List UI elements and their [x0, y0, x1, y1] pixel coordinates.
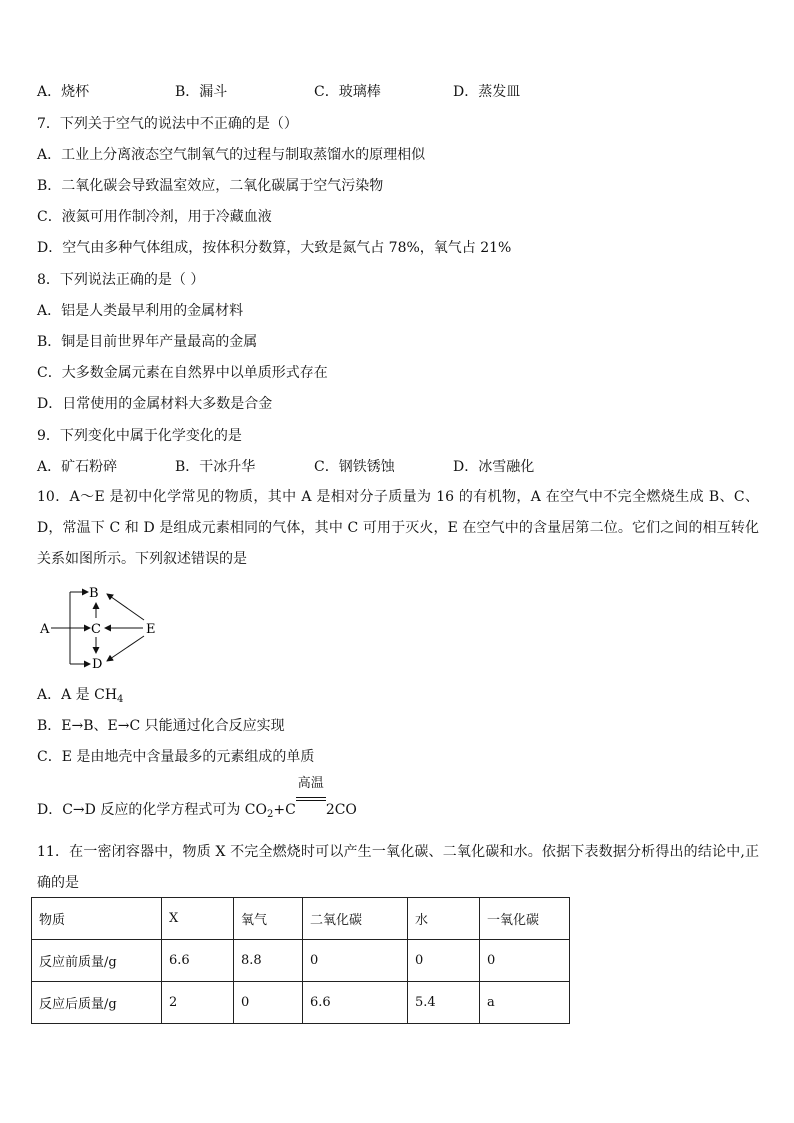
q6-option-a: A．烧杯 — [37, 84, 90, 100]
table-cell: 反应后质量/g — [32, 982, 162, 1024]
node-d: D — [92, 657, 103, 672]
q10-option-a: A．A 是 $CH_4$ — [37, 687, 124, 705]
table-row — [32, 940, 570, 982]
q9-option-d: D．冰雪融化 — [453, 459, 535, 475]
node-c: C — [91, 622, 101, 637]
table-cell: 6.6 — [162, 940, 234, 982]
node-b: B — [89, 586, 99, 601]
table-cell: 0 — [408, 940, 480, 982]
q7-option-c: C．液氮可用作制冷剂，用于冷藏血液 — [37, 209, 272, 225]
q9-stem: 9．下列变化中属于化学变化的是 — [37, 428, 242, 444]
table-cell: 0 — [234, 982, 303, 1024]
q10-stem: 10．A～E 是初中化学常见的物质，其中 A 是相对分子质量为 16 的有机物，A 在空气中不完全燃烧生成 B、C、D，常温下 C 和 D 是组成元素相同的气体，其中 C 可用于灭火，E 在空气中的含量居第二位。它们之间的相互转化关系如图所示。下列叙述错误的是 — [37, 489, 759, 567]
q11-stem: 11．在一密闭容器中，物质 X 不完全燃烧时可以产生一氧化碳、二氧化碳和水。依据下表数据分析得出的结论中,正确的是 — [37, 844, 759, 891]
q10-option-d: D．C→D 反应的化学方程式可为 $CO_2+C$ 高温 2CO — [37, 776, 357, 820]
q8-stem: 8．下列说法正确的是（ ） — [37, 272, 205, 288]
q8-option-d: D．日常使用的金属材料大多数是合金 — [37, 396, 273, 412]
transformation-diagram — [37, 582, 167, 674]
node-a: A — [40, 622, 50, 637]
table-header-row — [32, 898, 570, 940]
table-row — [32, 982, 570, 1024]
arrow-e-d — [107, 636, 144, 661]
q8-option-a: A．铝是人类最早利用的金属材料 — [37, 303, 244, 319]
table-cell: 反应前质量/g — [32, 940, 162, 982]
q7-option-d: D．空气由多种气体组成，按体积分数算，大致是氮气占 78%，氧气占 21% — [37, 240, 512, 256]
table-header-cell: 水 — [408, 898, 480, 940]
q7-option-b: B．二氧化碳会导致温室效应，二氧化碳属于空气污染物 — [37, 178, 384, 194]
node-e: E — [146, 622, 156, 637]
q8-option-b: B．铜是目前世界年产量最高的金属 — [37, 334, 258, 350]
q9-option-b: B．干冰升华 — [175, 459, 256, 475]
table-cell: 0 — [480, 940, 570, 982]
table-cell: 8.8 — [234, 940, 303, 982]
mass-data-table — [31, 897, 570, 1024]
q9-option-c: C．钢铁锈蚀 — [314, 459, 395, 475]
arrow-e-b — [107, 594, 144, 620]
table-header-cell: 二氧化碳 — [303, 898, 408, 940]
table-header-cell: 氧气 — [234, 898, 303, 940]
table-cell: 5.4 — [408, 982, 480, 1024]
q7-stem: 7．下列关于空气的说法中不正确的是（） — [37, 116, 298, 132]
q10-option-c: C．E 是由地壳中含量最多的元素组成的单质 — [37, 749, 315, 765]
q7-option-a: A．工业上分离液态空气制氧气的过程与制取蒸馏水的原理相似 — [37, 147, 426, 163]
q8-option-c: C．大多数金属元素在自然界中以单质形式存在 — [37, 365, 328, 381]
table-header-cell: 一氧化碳 — [480, 898, 570, 940]
table-header-cell: 物质 — [32, 898, 162, 940]
q10-option-b: B．E→B、E→C 只能通过化合反应实现 — [37, 718, 285, 734]
table-header-cell: X — [162, 898, 234, 940]
table-cell: 2 — [162, 982, 234, 1024]
table-cell: 6.6 — [303, 982, 408, 1024]
q6-option-b: B．漏斗 — [175, 84, 228, 100]
q6-option-c: C．玻璃棒 — [314, 84, 381, 100]
table-cell: a — [480, 982, 570, 1024]
table-cell: 0 — [303, 940, 408, 982]
q6-option-d: D．蒸发皿 — [453, 84, 521, 100]
q9-option-a: A．矿石粉碎 — [37, 459, 118, 475]
reaction-condition: 高温 — [296, 794, 326, 814]
